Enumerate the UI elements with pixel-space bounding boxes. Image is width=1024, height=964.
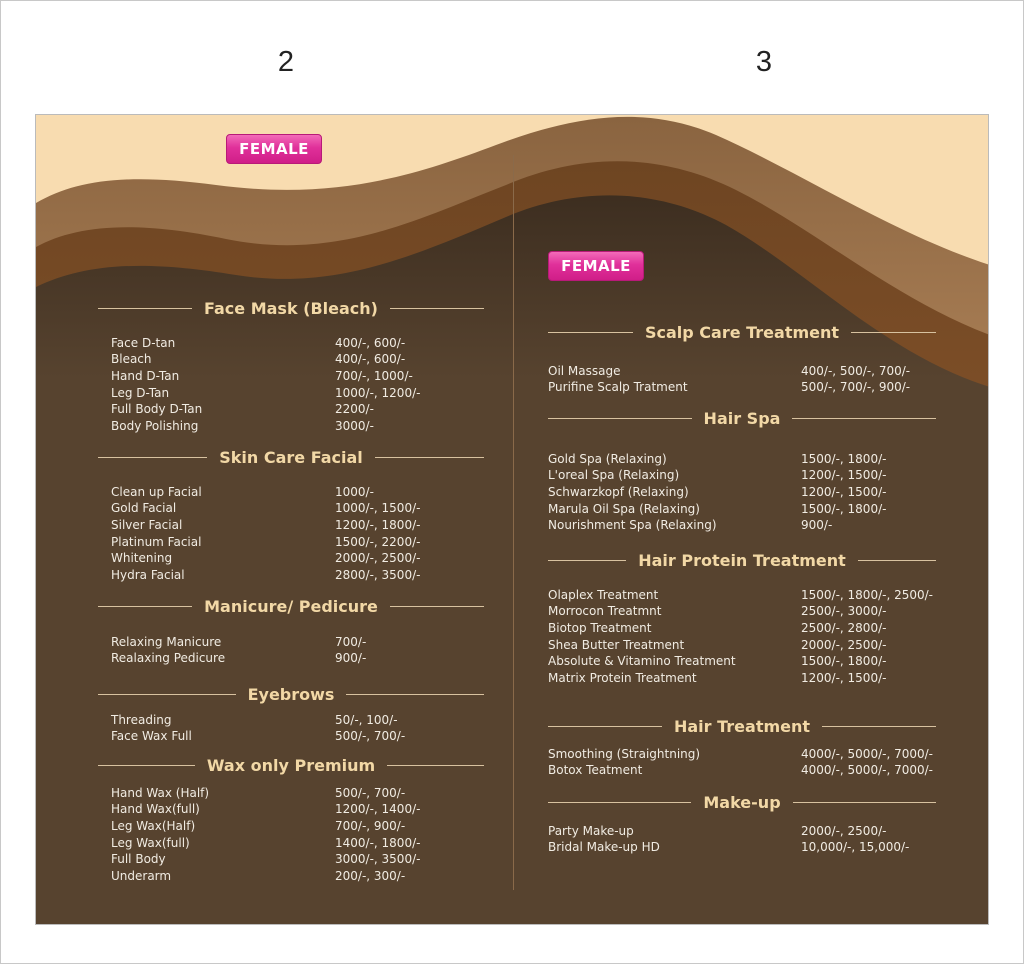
item-name: Matrix Protein Treatment	[548, 670, 697, 685]
item-name: Gold Facial	[111, 501, 177, 516]
menu-item	[548, 484, 968, 501]
item-name: Gold Spa (Relaxing)	[548, 451, 667, 466]
section-title: Hair Protein Treatment	[638, 550, 846, 570]
section-heading	[98, 297, 484, 319]
item-price: 2200/-	[335, 402, 374, 417]
section-heading	[548, 321, 936, 343]
menu-item	[111, 728, 531, 745]
heading-rule	[375, 457, 484, 458]
item-name: Hydra Facial	[111, 567, 185, 582]
item-name: Purifine Scalp Tratment	[548, 380, 688, 395]
menu-item	[548, 501, 968, 518]
item-name: Silver Facial	[111, 517, 183, 532]
heading-rule	[98, 694, 236, 695]
menu-item	[548, 823, 968, 840]
item-name: Schwarzkopf (Relaxing)	[548, 484, 689, 499]
item-price: 1000/-, 1500/-	[335, 501, 421, 516]
item-price: 500/-, 700/-	[335, 785, 406, 800]
item-price: 3000/-	[335, 418, 374, 433]
section-title: Make-up	[703, 792, 781, 812]
section-heading	[98, 754, 484, 776]
item-name: Olaplex Treatment	[548, 587, 659, 602]
menu-item	[111, 534, 531, 551]
item-name: Smoothing (Straightning)	[548, 746, 701, 761]
page-number-right: 3	[755, 46, 773, 78]
section-heading	[548, 407, 936, 429]
item-price: 1200/-, 1500/-	[801, 484, 887, 499]
item-name: Biotop Treatment	[548, 620, 652, 635]
item-price: 4000/-, 5000/-, 7000/-	[801, 746, 933, 761]
menu-item	[111, 550, 531, 567]
heading-rule	[548, 332, 633, 333]
item-price: 200/-, 300/-	[335, 868, 406, 883]
item-price: 1500/-, 1800/-	[801, 501, 887, 516]
menu-item	[111, 868, 531, 885]
item-name: Hand Wax(full)	[111, 802, 200, 817]
section-title: Manicure/ Pedicure	[204, 596, 378, 616]
menu-item	[111, 818, 531, 835]
heading-rule	[98, 606, 192, 607]
item-price: 10,000/-, 15,000/-	[801, 840, 910, 855]
section-title: Hair Spa	[703, 408, 781, 428]
item-name: Whitening	[111, 551, 173, 566]
item-price: 1000/-	[335, 484, 374, 499]
heading-rule	[548, 802, 691, 803]
heading-rule	[792, 418, 936, 419]
menu-item	[548, 653, 968, 670]
female-badge-left: FEMALE	[226, 134, 322, 164]
item-name: Nourishment Spa (Relaxing)	[548, 518, 717, 533]
item-price: 2500/-, 3000/-	[801, 604, 887, 619]
section-title: Scalp Care Treatment	[644, 322, 840, 342]
item-price: 500/-, 700/-, 900/-	[801, 380, 911, 395]
section-heading	[98, 683, 484, 705]
item-name: Platinum Facial	[111, 534, 202, 549]
item-name: Realaxing Pedicure	[111, 651, 226, 666]
menu-item	[548, 839, 968, 856]
section-heading	[548, 791, 936, 813]
item-price: 1500/-, 1800/-	[801, 451, 887, 466]
item-price: 1200/-, 1500/-	[801, 468, 887, 483]
item-name: Botox Teatment	[548, 763, 643, 778]
item-name: Underarm	[111, 868, 172, 883]
item-price: 3000/-, 3500/-	[335, 852, 421, 867]
item-price: 1400/-, 1800/-	[335, 835, 421, 850]
item-price: 1000/-, 1200/-	[335, 385, 421, 400]
item-price: 2000/-, 2500/-	[801, 823, 887, 838]
menu-item	[548, 670, 968, 687]
item-price: 1500/-, 1800/-	[801, 654, 887, 669]
page-number-left: 2	[277, 46, 295, 78]
section-title: Face Mask (Bleach)	[204, 298, 378, 318]
menu-item	[111, 650, 531, 667]
heading-rule	[98, 308, 192, 309]
item-name: Hand D-Tan	[111, 368, 180, 383]
item-price: 900/-	[335, 651, 367, 666]
heading-rule	[822, 726, 936, 727]
menu-item	[548, 762, 968, 779]
item-name: Bridal Make-up HD	[548, 840, 660, 855]
item-price: 1500/-, 2200/-	[335, 534, 421, 549]
menu-item	[548, 746, 968, 763]
section-title: Eyebrows	[247, 684, 335, 704]
heading-rule	[548, 560, 626, 561]
item-price: 2000/-, 2500/-	[335, 551, 421, 566]
heading-rule	[387, 765, 484, 766]
item-name: L'oreal Spa (Relaxing)	[548, 468, 680, 483]
heading-rule	[98, 457, 207, 458]
menu-item	[548, 603, 968, 620]
item-price: 500/-, 700/-	[335, 729, 406, 744]
menu-item	[111, 785, 531, 802]
heading-rule	[548, 726, 662, 727]
heading-rule	[390, 308, 484, 309]
heading-rule	[793, 802, 936, 803]
menu-item	[111, 500, 531, 517]
menu-item	[111, 567, 531, 584]
item-name: Body Polishing	[111, 418, 199, 433]
item-price: 700/-, 900/-	[335, 818, 406, 833]
menu-item	[111, 484, 531, 501]
menu-item	[111, 517, 531, 534]
section-title: Wax only Premium	[206, 755, 376, 775]
menu-item	[548, 517, 968, 534]
item-price: 700/-	[335, 634, 367, 649]
heading-rule	[390, 606, 484, 607]
item-price: 50/-, 100/-	[335, 712, 398, 727]
section-title: Skin Care Facial	[219, 447, 363, 467]
item-name: Oil Massage	[548, 363, 621, 378]
item-price: 2800/-, 3500/-	[335, 567, 421, 582]
item-price: 900/-	[801, 518, 833, 533]
section-title: Hair Treatment	[673, 716, 811, 736]
menu-item	[111, 712, 531, 729]
item-price: 1200/-, 1400/-	[335, 802, 421, 817]
heading-rule	[346, 694, 484, 695]
heading-rule	[98, 765, 195, 766]
menu-item	[548, 637, 968, 654]
section-heading	[548, 715, 936, 737]
item-price: 700/-, 1000/-	[335, 368, 413, 383]
heading-rule	[851, 332, 936, 333]
item-name: Clean up Facial	[111, 484, 202, 499]
menu-item	[111, 401, 531, 418]
item-price: 1200/-, 1500/-	[801, 670, 887, 685]
section-heading	[98, 595, 484, 617]
section-heading	[98, 446, 484, 468]
item-name: Face Wax Full	[111, 729, 192, 744]
menu-item	[548, 363, 968, 380]
menu-item	[111, 801, 531, 818]
item-name: Leg Wax(Half)	[111, 818, 196, 833]
menu-spread	[35, 114, 989, 925]
item-name: Shea Butter Treatment	[548, 637, 685, 652]
item-price: 4000/-, 5000/-, 7000/-	[801, 763, 933, 778]
item-name: Absolute & Vitamino Treatment	[548, 654, 736, 669]
heading-rule	[858, 560, 936, 561]
menu-item	[548, 467, 968, 484]
female-badge-right: FEMALE	[548, 251, 644, 281]
item-price: 2000/-, 2500/-	[801, 637, 887, 652]
item-name: Leg D-Tan	[111, 385, 170, 400]
item-name: Threading	[111, 712, 172, 727]
menu-item	[548, 451, 968, 468]
menu-item	[548, 587, 968, 604]
item-name: Hand Wax (Half)	[111, 785, 210, 800]
item-name: Face D-tan	[111, 335, 176, 350]
menu-item	[111, 418, 531, 435]
item-name: Party Make-up	[548, 823, 634, 838]
item-name: Full Body	[111, 852, 166, 867]
menu-item	[111, 634, 531, 651]
section-heading	[548, 549, 936, 571]
item-name: Bleach	[111, 352, 152, 367]
heading-rule	[548, 418, 692, 419]
menu-item	[111, 835, 531, 852]
item-price: 400/-, 600/-	[335, 352, 406, 367]
item-name: Full Body D-Tan	[111, 402, 203, 417]
menu-item	[111, 368, 531, 385]
menu-item	[111, 351, 531, 368]
item-price: 400/-, 600/-	[335, 335, 406, 350]
menu-item	[111, 851, 531, 868]
menu-item	[111, 385, 531, 402]
item-name: Marula Oil Spa (Relaxing)	[548, 501, 700, 516]
menu-item	[111, 335, 531, 352]
item-price: 2500/-, 2800/-	[801, 620, 887, 635]
item-name: Leg Wax(full)	[111, 835, 190, 850]
item-price: 1200/-, 1800/-	[335, 517, 421, 532]
menu-item	[548, 620, 968, 637]
item-name: Morrocon Treatmnt	[548, 604, 662, 619]
item-price: 1500/-, 1800/-, 2500/-	[801, 587, 933, 602]
item-name: Relaxing Manicure	[111, 634, 222, 649]
menu-item	[548, 379, 968, 396]
item-price: 400/-, 500/-, 700/-	[801, 363, 911, 378]
